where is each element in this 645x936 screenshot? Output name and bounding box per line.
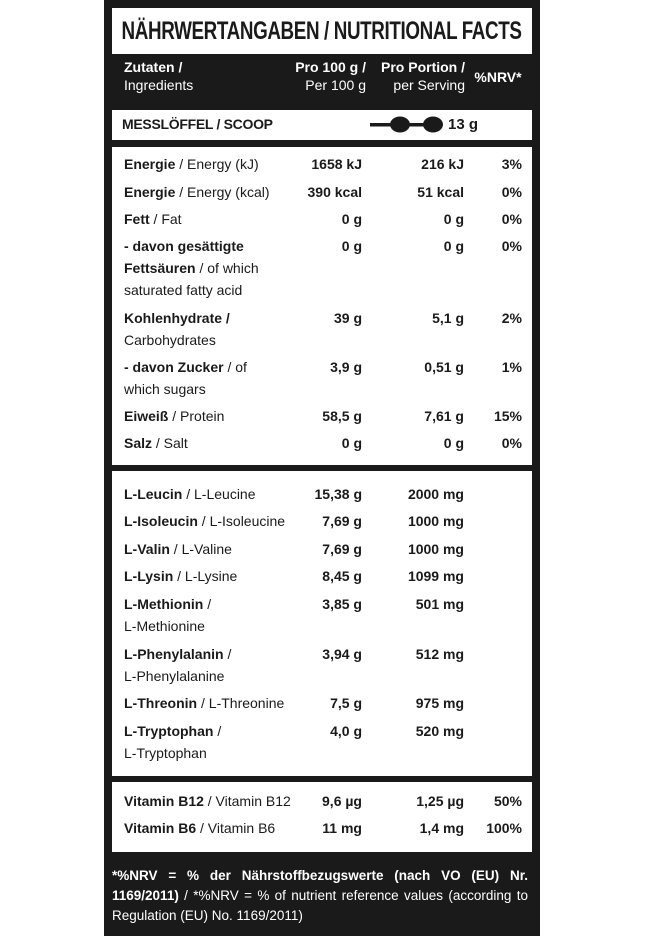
value-per-portion: 975 mg <box>415 695 464 711</box>
row-name <box>124 181 302 203</box>
row-name-rest: L-Methionine <box>124 618 205 634</box>
scoop-label: MESSLÖFFEL / SCOOP <box>122 116 273 132</box>
row-name-rest: which sugars <box>124 381 206 397</box>
value-nrv: 100% <box>486 820 522 836</box>
page-title: NÄHRWERTANGABEN / NUTRITIONAL FACTS <box>112 8 532 54</box>
header-ingredients <box>124 58 193 102</box>
vitamin-section <box>112 782 532 852</box>
row-name <box>124 593 302 637</box>
amino-acid-section <box>112 471 532 776</box>
header-per100 <box>280 58 366 102</box>
row-name-rest: / Energy (kcal) <box>175 184 270 200</box>
row-name <box>124 208 302 230</box>
row-name <box>124 483 302 505</box>
row-name <box>124 790 302 812</box>
value-per-100g: 1658 kJ <box>311 156 362 172</box>
row-name-rest: / L-Leucine <box>182 486 256 502</box>
row-name-rest: / Vitamin B6 <box>196 820 276 836</box>
row-name <box>124 235 302 301</box>
value-per-portion: 1000 mg <box>407 541 464 557</box>
row-name-line <box>124 153 302 175</box>
footnote <box>112 866 528 926</box>
row-name <box>124 153 302 175</box>
value-nrv: 0% <box>501 238 522 254</box>
row-name-bold: L-Methionin <box>124 596 204 612</box>
value-nrv: 1% <box>501 359 522 375</box>
row-name <box>124 538 302 560</box>
footnote-rest: / *%NRV = % of nutrient reference values (according to Regulation (EU) No. 1169/2011) <box>112 888 528 923</box>
value-nrv: 2% <box>501 310 522 326</box>
header-portion-de: Pro Portion / <box>381 59 465 75</box>
row-name-bold: Fett <box>124 211 150 227</box>
value-per-portion: 1,25 µg <box>416 793 464 809</box>
row-name <box>124 356 302 400</box>
row-name-bold: L-Isoleucin <box>124 513 198 529</box>
row-name-rest: / L-Lysine <box>173 568 238 584</box>
row-name <box>124 817 302 839</box>
row-name-line <box>124 692 302 714</box>
value-per-100g: 0 g <box>341 435 362 451</box>
row-name-line <box>124 257 302 279</box>
footnote-bold: *%NRV = % der Nährstoffbezugswerte (nach VO (EU) Nr. 1169/2011) <box>112 868 528 903</box>
value-per-100g: 9,6 µg <box>322 793 362 809</box>
row-name-line <box>124 720 302 742</box>
row-name-line <box>124 181 302 203</box>
row-name-line <box>124 432 302 454</box>
scoop-row <box>112 110 532 140</box>
row-name-bold: Salz <box>124 435 153 451</box>
row-name-bold: L-Valin <box>124 541 170 557</box>
value-per-100g: 3,94 g <box>322 646 362 662</box>
value-per-portion: 0 g <box>443 211 464 227</box>
row-name <box>124 692 302 714</box>
row-name-line <box>124 593 302 615</box>
header-nrv: %NRV* <box>474 69 522 85</box>
value-per-100g: 390 kcal <box>307 184 362 200</box>
row-name-rest: / Energy (kJ) <box>175 156 259 172</box>
row-name-bold: Kohlenhydrate / <box>124 310 230 326</box>
row-name-line <box>124 208 302 230</box>
row-name <box>124 720 302 764</box>
row-name-line <box>124 356 302 378</box>
value-per-100g: 58,5 g <box>322 408 362 424</box>
value-per-100g: 7,69 g <box>322 541 362 557</box>
value-nrv: 15% <box>493 408 522 424</box>
value-per-100g: 0 g <box>341 211 362 227</box>
row-name-bold: Vitamin B12 <box>124 793 204 809</box>
row-name-line <box>124 378 302 400</box>
row-name-rest: / L-Isoleucine <box>197 513 286 529</box>
row-name-rest: / of which <box>195 260 259 276</box>
value-per-100g: 3,9 g <box>330 359 362 375</box>
row-name-bold: Energie <box>124 156 176 172</box>
row-name-rest: saturated fatty acid <box>124 282 243 298</box>
value-per-portion: 216 kJ <box>421 156 464 172</box>
header-portion <box>374 58 465 102</box>
value-nrv: 0% <box>501 435 522 451</box>
row-name-bold: Vitamin B6 <box>124 820 197 836</box>
value-per-100g: 0 g <box>341 238 362 254</box>
value-per-portion: 2000 mg <box>407 486 464 502</box>
row-name-line <box>124 742 302 764</box>
row-name <box>124 432 302 454</box>
value-per-portion: 512 mg <box>415 646 464 662</box>
row-name <box>124 643 302 687</box>
value-per-portion: 1099 mg <box>407 568 464 584</box>
value-per-portion: 520 mg <box>415 723 464 739</box>
header-ingredients-en: Ingredients <box>124 77 194 93</box>
row-name-line <box>124 538 302 560</box>
nutrition-section <box>112 147 532 465</box>
row-name-line <box>124 665 302 687</box>
row-name-line <box>124 329 302 351</box>
row-name <box>124 307 302 351</box>
scoop-value: 13 g <box>448 116 479 133</box>
scoop-icon <box>370 114 446 141</box>
value-per-100g: 8,45 g <box>322 568 362 584</box>
row-name-bold: L-Leucin <box>124 486 183 502</box>
row-name-line <box>124 235 302 257</box>
row-name-line <box>124 643 302 665</box>
value-per-100g: 39 g <box>333 310 362 326</box>
value-per-portion: 501 mg <box>415 596 464 612</box>
value-per-100g: 7,69 g <box>322 513 362 529</box>
row-name-bold: L-Phenylalanin <box>124 646 224 662</box>
value-per-portion: 0 g <box>443 435 464 451</box>
value-nrv: 0% <box>501 211 522 227</box>
row-name-bold: L-Tryptophan <box>124 723 214 739</box>
value-per-100g: 4,0 g <box>330 723 362 739</box>
row-name-line <box>124 615 302 637</box>
row-name-line <box>124 510 302 532</box>
row-name-rest: / <box>203 596 212 612</box>
row-name-rest: / <box>213 723 222 739</box>
row-name-rest: L-Phenylalanine <box>124 668 225 684</box>
row-name-bold: - davon Zucker <box>124 359 224 375</box>
row-name-line <box>124 790 302 812</box>
row-name-line <box>124 565 302 587</box>
row-name-rest: / of <box>223 359 247 375</box>
row-name-bold: - davon gesättigte <box>124 238 244 254</box>
value-per-portion: 51 kcal <box>417 184 464 200</box>
value-per-portion: 1,4 mg <box>419 820 464 836</box>
row-name-rest: / Salt <box>152 435 188 451</box>
row-name-rest: Carbohydrates <box>124 332 216 348</box>
header-per100-de: Pro 100 g / <box>295 59 366 75</box>
row-name-line <box>124 279 302 301</box>
value-nrv: 0% <box>501 184 522 200</box>
row-name <box>124 510 302 532</box>
value-per-portion: 5,1 g <box>432 310 464 326</box>
row-name <box>124 405 302 427</box>
row-name-rest: / <box>223 646 232 662</box>
value-per-100g: 7,5 g <box>330 695 362 711</box>
row-name-bold: Eiweiß <box>124 408 169 424</box>
row-name-line <box>124 817 302 839</box>
row-name-bold: Fettsäuren <box>124 260 196 276</box>
value-per-100g: 3,85 g <box>322 596 362 612</box>
value-per-portion: 0,51 g <box>424 359 464 375</box>
header-portion-en: per Serving <box>393 77 465 93</box>
value-per-100g: 11 mg <box>322 820 362 836</box>
row-name-line <box>124 405 302 427</box>
row-name <box>124 565 302 587</box>
row-name-rest: / Fat <box>149 211 182 227</box>
row-name-bold: Energie <box>124 184 176 200</box>
row-name-line <box>124 307 302 329</box>
value-per-portion: 1000 mg <box>407 513 464 529</box>
row-name-rest: L-Tryptophan <box>124 745 207 761</box>
value-per-100g: 15,38 g <box>314 486 362 502</box>
value-nrv: 50% <box>493 793 522 809</box>
header-ingredients-de: Zutaten / <box>124 59 183 75</box>
header-per100-en: Per 100 g <box>305 77 366 93</box>
row-name-line <box>124 483 302 505</box>
row-name-rest: / Vitamin B12 <box>203 793 291 809</box>
row-name-rest: / L-Valine <box>169 541 232 557</box>
value-per-portion: 0 g <box>443 238 464 254</box>
value-nrv: 3% <box>501 156 522 172</box>
row-name-bold: L-Lysin <box>124 568 174 584</box>
row-name-bold: L-Threonin <box>124 695 198 711</box>
row-name-rest: / L-Threonine <box>197 695 285 711</box>
row-name-rest: / Protein <box>168 408 225 424</box>
value-per-portion: 7,61 g <box>424 408 464 424</box>
